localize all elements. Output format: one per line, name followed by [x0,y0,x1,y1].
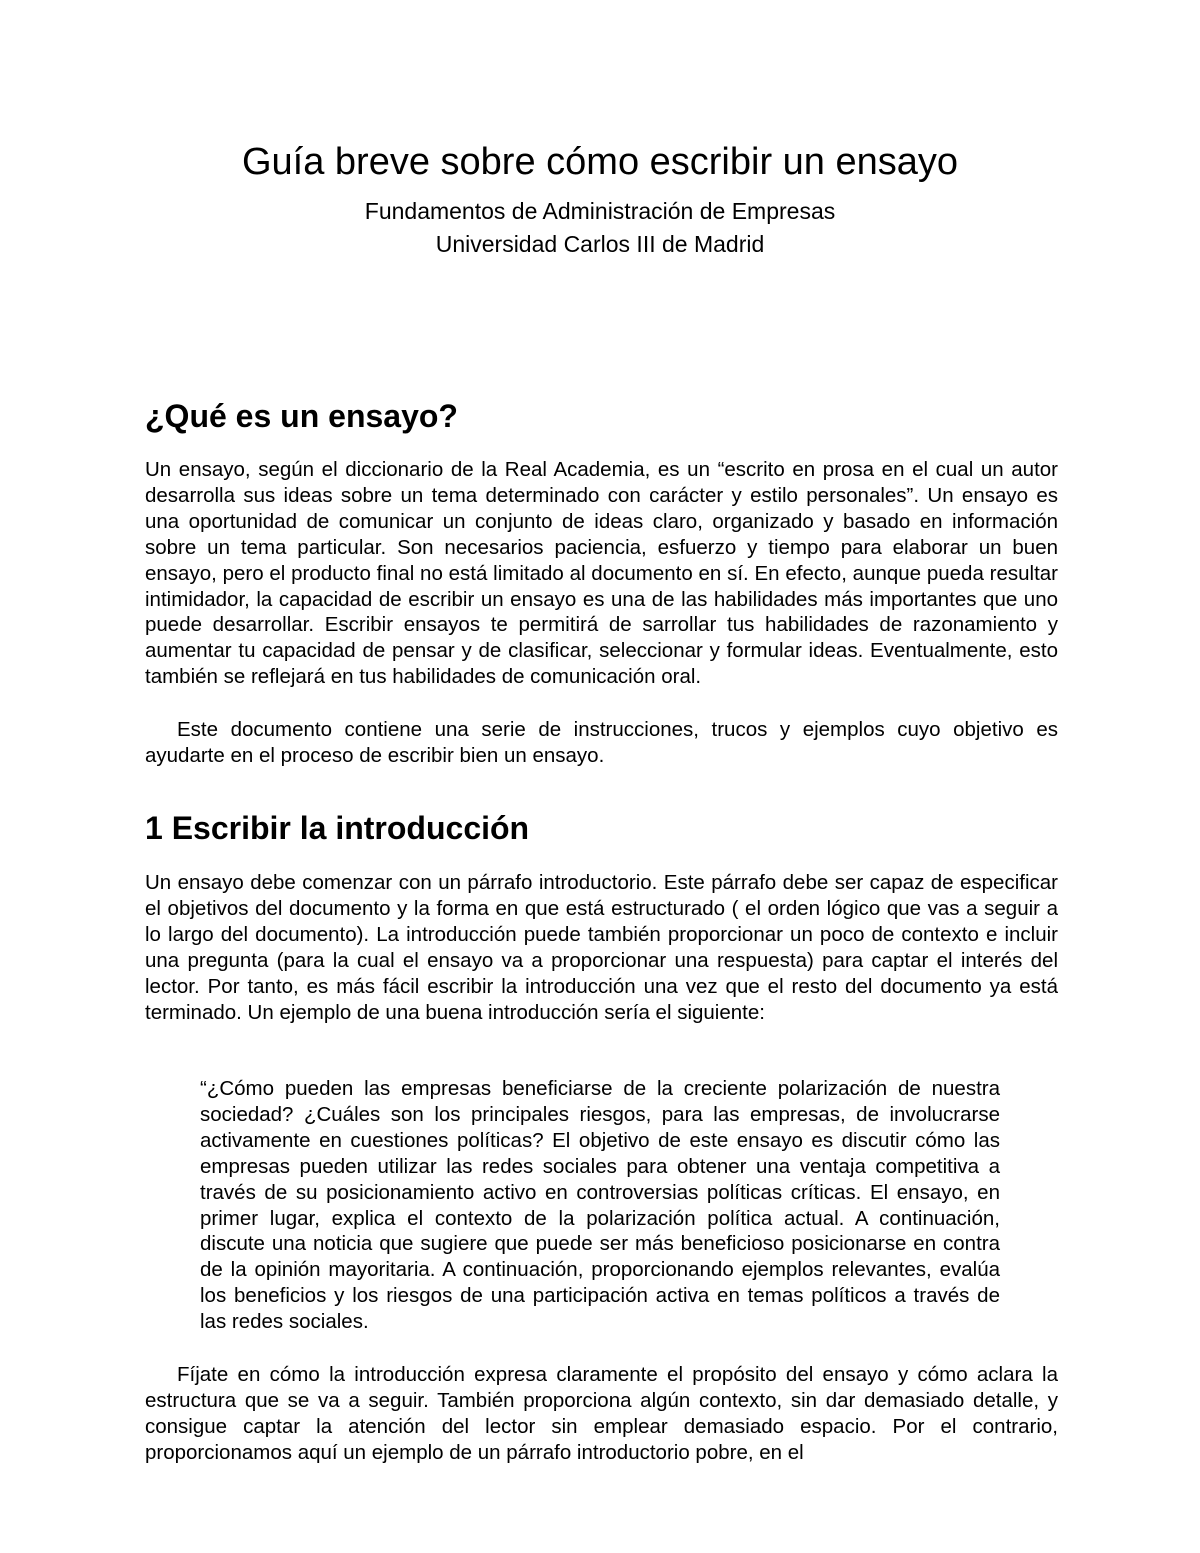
section-heading-writing-introduction: 1 Escribir la introducción [145,810,530,846]
paragraph-document-purpose: Este documento contiene una serie de instrucciones, trucos y ejemplos cuyo objetivo es ayudarte en el proceso de escribir bien un ensayo. [145,718,1058,767]
paragraph-introduction-guidance: Un ensayo debe comenzar con un párrafo introductorio. Este párrafo debe ser capaz de especificar el objetivos del documento y la forma en que está estructurado ( el orden lógico que vas a seguir a lo largo del documento). La introducción puede también proporcionar un poco de contexto e incluir una pregunta (para la cual el ensayo va a proporcionar una respuesta) para captar el interés del lector. Por tanto, es más fácil escribir la introducción una vez que el resto del documento ya está terminado. Un ejemplo de una buena introducción sería el siguiente: [145,871,1058,1024]
document-title: Guía breve sobre cómo escribir un ensayo [241,141,959,183]
section-heading-what-is-essay: ¿Qué es un ensayo? [145,398,458,434]
example-introduction-quote: “¿Cómo pueden las empresas beneficiarse de la creciente polarización de nuestra sociedad? ¿Cuáles son los principales riesgos, para las empresas, de involucrarse activamente en cuestiones políticas? El objetivo de este ensayo es discutir cómo las empresas pueden utilizar las redes sociales para obtener una ventaja competitiva a través de su posicionamiento activo en controversias políticas críticas. El ensayo, en primer lugar, explica el contexto de la polarización política actual. A continuación, discute una noticia que sugiere que puede ser más beneficioso posicionarse en contra de la opinión mayoritaria. A continuación, proporcionando ejemplos relevantes, evalúa los beneficios y los riesgos de una participación activa en temas políticos a través de las redes sociales. [200,1077,1000,1334]
paragraph-essay-definition: Un ensayo, según el diccionario de la Real Academia, es un “escrito en prosa en el cual un autor desarrolla sus ideas sobre un tema determinado con carácter y estilo personales”. Un ensayo es una oportunidad de comunicar un conjunto de ideas claro, organizado y basado en información sobre un tema particular. Son necesarios paciencia, esfuerzo y tiempo para elaborar un buen ensayo, pero el producto final no está limitado al documento en sí. En efecto, aunque pueda resultar intimidador, la capacidad de escribir un ensayo es una de las habilidades más importantes que uno puede desarrollar. Escribir ensayos te permitirá de sarrollar tus habilidades de razonamiento y aumentar tu capacidad de pensar y de clasificar, seleccionar y formular ideas. Eventualmente, esto también se reflejará en tus habilidades de comunicación oral. [145,458,1058,689]
paragraph-introduction-analysis: Fíjate en cómo la introducción expresa claramente el propósito del ensayo y cómo aclara la estructura que se va a seguir. También proporciona algún contexto, sin dar demasiado detalle, y consigue captar la atención del lector sin emplear demasiado espacio. Por el contrario, proporcionamos aquí un ejemplo de un párrafo introductorio pobre, en el [145,1363,1058,1464]
document-subtitle-university: Universidad Carlos III de Madrid [435,231,765,257]
document-subtitle-course: Fundamentos de Administración de Empresas [364,198,836,224]
